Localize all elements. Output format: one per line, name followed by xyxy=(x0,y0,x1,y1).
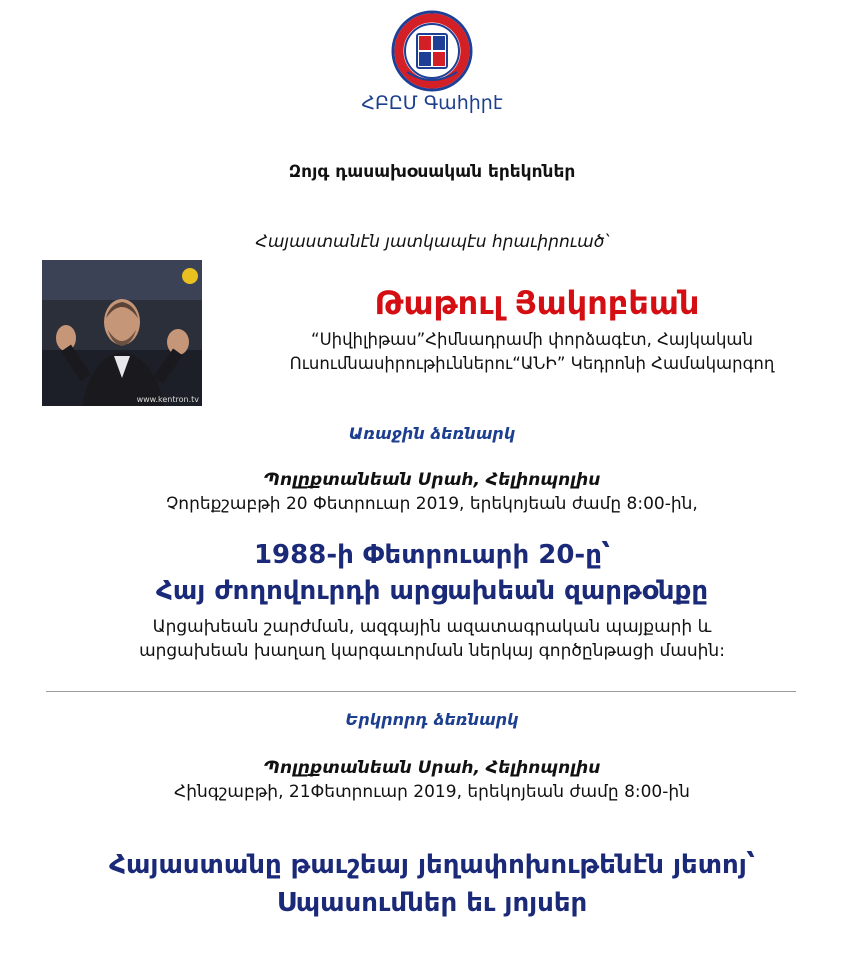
lecture-1-description-line-2: արցախեան խաղաղ կարգաւորման ներկայ գործընթացի մասին: xyxy=(139,641,725,661)
speaker-photo xyxy=(42,260,202,406)
section-divider xyxy=(46,691,796,692)
lecture-1-title-line-1: 1988-ի Փետրուարի 20-ը՝ xyxy=(253,540,611,570)
event-series-title: Զոյգ դասախօսական երեկոներ xyxy=(288,162,576,182)
lecture-2-title-line-2: Սպասումներ եւ յոյսեր xyxy=(276,888,588,918)
lecture-2-venue: Պոլըքտանեան Սրահ, Հելիոպոլիս xyxy=(263,758,601,778)
lecture-2-title-line-1: Հայաստանը թաւշեայ յեղափոխութենէն յետոյ՝ xyxy=(109,850,755,880)
lecture-1-description-line-1: Արցախեան շարժման, ազգային ազատագրական պայքարի և xyxy=(152,617,712,637)
lecture-1-title-line-2: Հայ ժողովուրդի արցախեան զարթօնքը xyxy=(155,576,709,606)
organization-name: ՀԲԸՄ Գահիրէ xyxy=(361,92,503,114)
lecture-1-venue: Պոլըքտանեան Սրահ, Հելիոպոլիս xyxy=(263,470,601,490)
speaker-title-line-1: “Սիվիլիթաս”Հիմնադրամի փորձագէտ, Հայկական xyxy=(311,330,753,349)
lecture-1-datetime: Չորեքշաբթի 20 Փետրուար 2019, երեկոյեան ժամը 8:00-ին, xyxy=(166,494,698,514)
lecture-2-datetime: Հինգշաբթի, 21Փետրուար 2019, երեկոյեան ժամը 8:00-ին xyxy=(174,782,690,802)
speaker-name: Թաթուլ Յակոբեան xyxy=(374,284,700,322)
event-intro: Հայաստանէն յատկապէս հրաւիրուած՝ xyxy=(255,232,609,252)
speaker-title-line-2: Ուսումնասիրութիւններու“ԱՆԻ” Կեդրոնի Համակարգող xyxy=(289,354,775,373)
lecture-2-label: Երկրորդ ձեռնարկ xyxy=(345,710,519,729)
lecture-1-label: Առաջին ձեռնարկ xyxy=(348,424,516,443)
agbu-emblem-icon xyxy=(391,10,473,92)
photo-watermark: www.kentron.tv xyxy=(136,395,199,404)
